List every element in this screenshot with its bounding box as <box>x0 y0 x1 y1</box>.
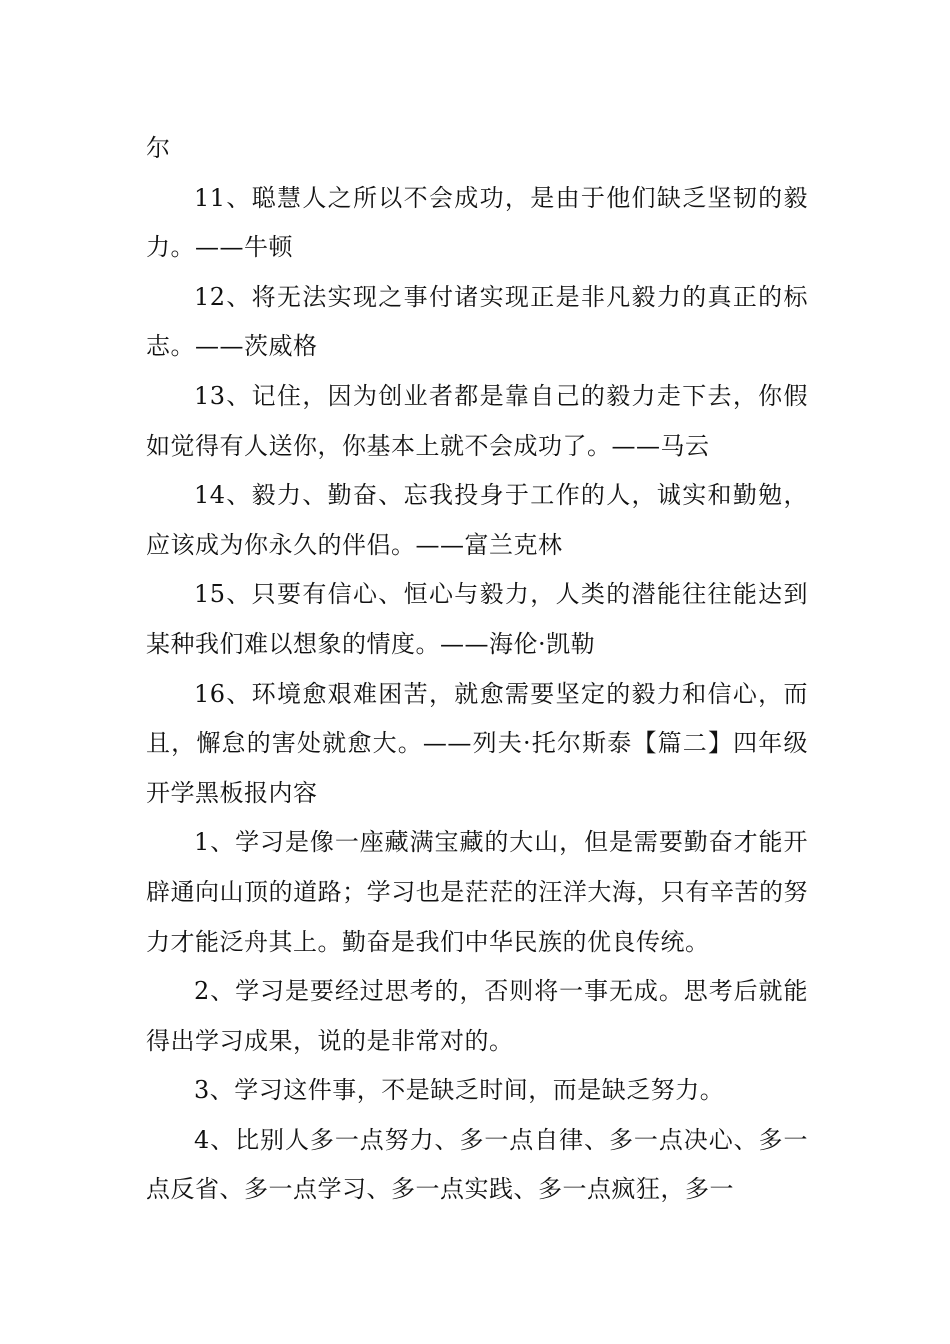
item-2: 2、学习是要经过思考的，否则将一事无成。思考后就能得出学习成果，说的是非常对的。 <box>146 977 808 1055</box>
quote-13: 13、记住，因为创业者都是靠自己的毅力走下去，你假如觉得有人送你，你基本上就不会成功了。——马云 <box>146 381 808 460</box>
quote-15: 15、只要有信心、恒心与毅力，人类的潜能往往能达到某种我们难以想象的情度。——海伦·凯勒 <box>146 580 808 658</box>
quote-14: 14、毅力、勤奋、忘我投身于工作的人，诚实和勤勉，应该成为你永久的伴侣。——富兰克林 <box>146 481 808 559</box>
item-4: 4、比别人多一点努力、多一点自律、多一点决心、多一点反省、多一点学习、多一点实践、多一点疯狂，多一 <box>146 1125 808 1204</box>
document-body <box>146 124 808 1215</box>
quote-12: 12、将无法实现之事付诸实现正是非凡毅力的真正的标志。——茨威格 <box>146 282 808 361</box>
quote-16: 16、环境愈艰难困苦，就愈需要坚定的毅力和信心，而且，懈怠的害处就愈大。——列夫·托尔斯泰【篇二】四年级开学黑板报内容 <box>146 679 808 807</box>
paragraph-continuation: 尔 <box>146 134 171 162</box>
item-1: 1、学习是像一座藏满宝藏的大山，但是需要勤奋才能开辟通向山顶的道路；学习也是茫茫的汪洋大海，只有辛苦的努力才能泛舟其上。勤奋是我们中华民族的优良传统。 <box>146 828 808 956</box>
item-3: 3、学习这件事，不是缺乏时间，而是缺乏努力。 <box>194 1076 725 1105</box>
quote-11: 11、聪慧人之所以不会成功，是由于他们缺乏坚韧的毅力。——牛顿 <box>146 183 808 262</box>
